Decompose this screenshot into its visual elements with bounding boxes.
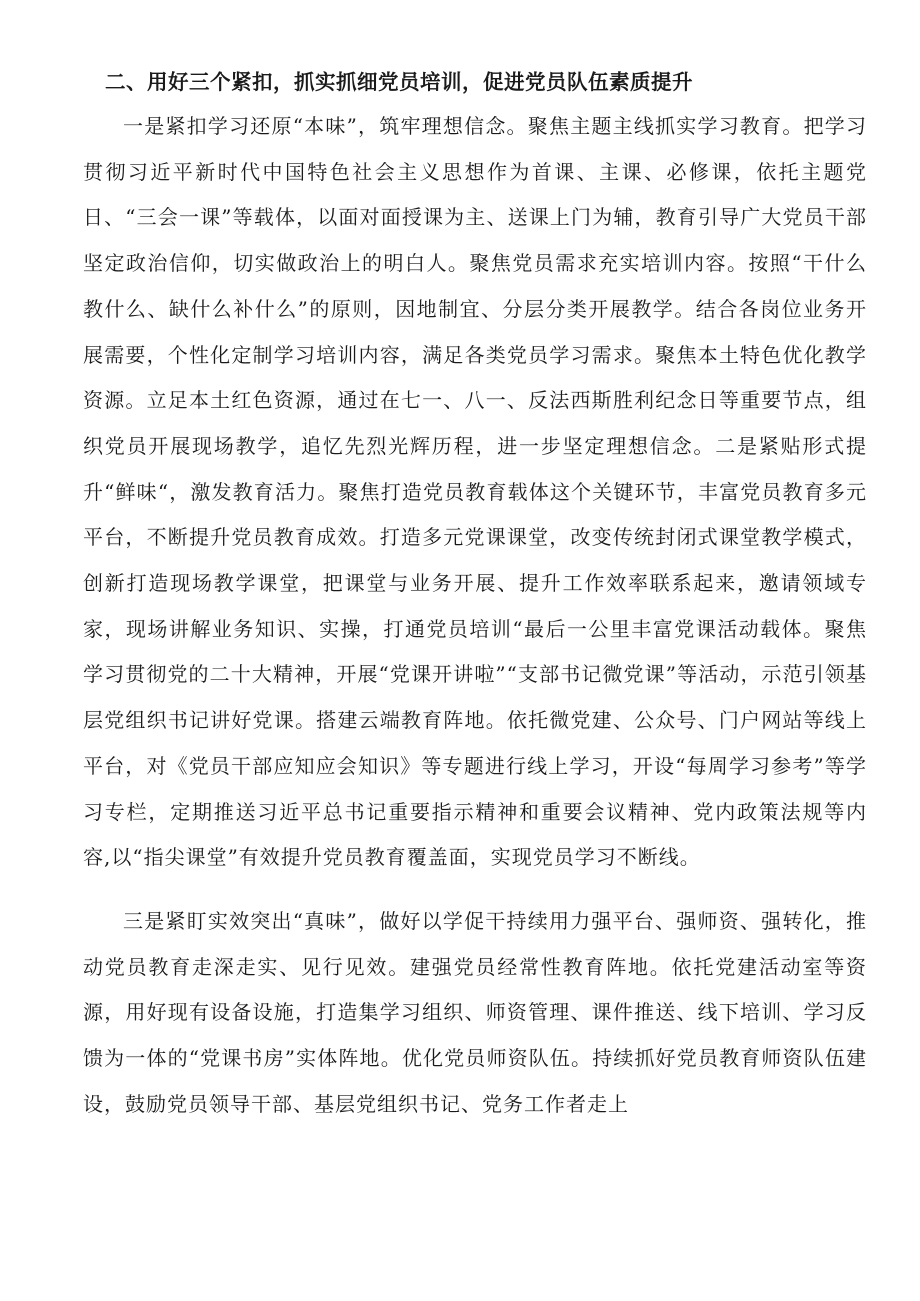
document-page — [83, 60, 867, 1127]
body-paragraph-2: 三是紧盯实效突出“真味”，做好以学促干持续用力强平台、强师资、强转化，推动党员教育走深走实、见行见效。建强党员经常性教育阵地。依托党建活动室等资源，用好现有设备设施，打造集学习组织、师资管理、课件推送、线下培训、学习反馈为一体的“党课书房”实体阵地。优化党员师资队伍。持续抓好党员教育师资队伍建设，鼓励党员领导干部、基层党组织书记、党务工作者走上 — [83, 908, 867, 1116]
section-heading: 二、用好三个紧扣，抓实抓细党员培训，促进党员队伍素质提升 — [105, 70, 693, 94]
body-paragraph-1: 一是紧扣学习还原“本味”，筑牢理想信念。聚焦主题主线抓实学习教育。把学习贯彻习近平新时代中国特色社会主义思想作为首课、主课、必修课，依托主题党日、“三会一课”等载体，以面对面授课为主、送课上门为辅，教育引导广大党员干部坚定政治信仰，切实做政治上的明白人。聚焦党员需求充实培训内容。按照“干什么教什么、缺什么补什么”的原则，因地制宜、分层分类开展教学。结合各岗位业务开展需要，个性化定制学习培训内容，满足各类党员学习需求。聚焦本土特色优化教学资源。立足本土红色资源，通过在七一、八一、反法西斯胜利纪念日等重要节点，组织党员开展现场教学，追忆先烈光辉历程，进一步坚定理想信念。二是紧贴形式提升“鲜味“，激发教育活力。聚焦打造党员教育载体这个关键环节，丰富党员教育多元平台，不断提升党员教育成效。打造多元党课课堂，改变传统封闭式课堂教学模式，创新打造现场教学课堂，把课堂与业务开展、提升工作效率联系起来，邀请领域专家，现场讲解业务知识、实操，打通党员培训“最后一公里丰富党课活动载体。聚焦学习贯彻党的二十大精神，开展“党课开讲啦”“支部书记微党课”等活动，示范引领基层党组织书记讲好党课。搭建云端教育阵地。依托微党建、公众号、门户网站等线上平台，对《党员干部应知应会知识》等专题进行线上学习，开设“每周学习参考”等学习专栏，定期推送习近平总书记重要指示精神和重要会议精神、党内政策法规等内容,以“指尖课堂”有效提升党员教育覆盖面，实现党员学习不断线。 — [83, 114, 867, 870]
